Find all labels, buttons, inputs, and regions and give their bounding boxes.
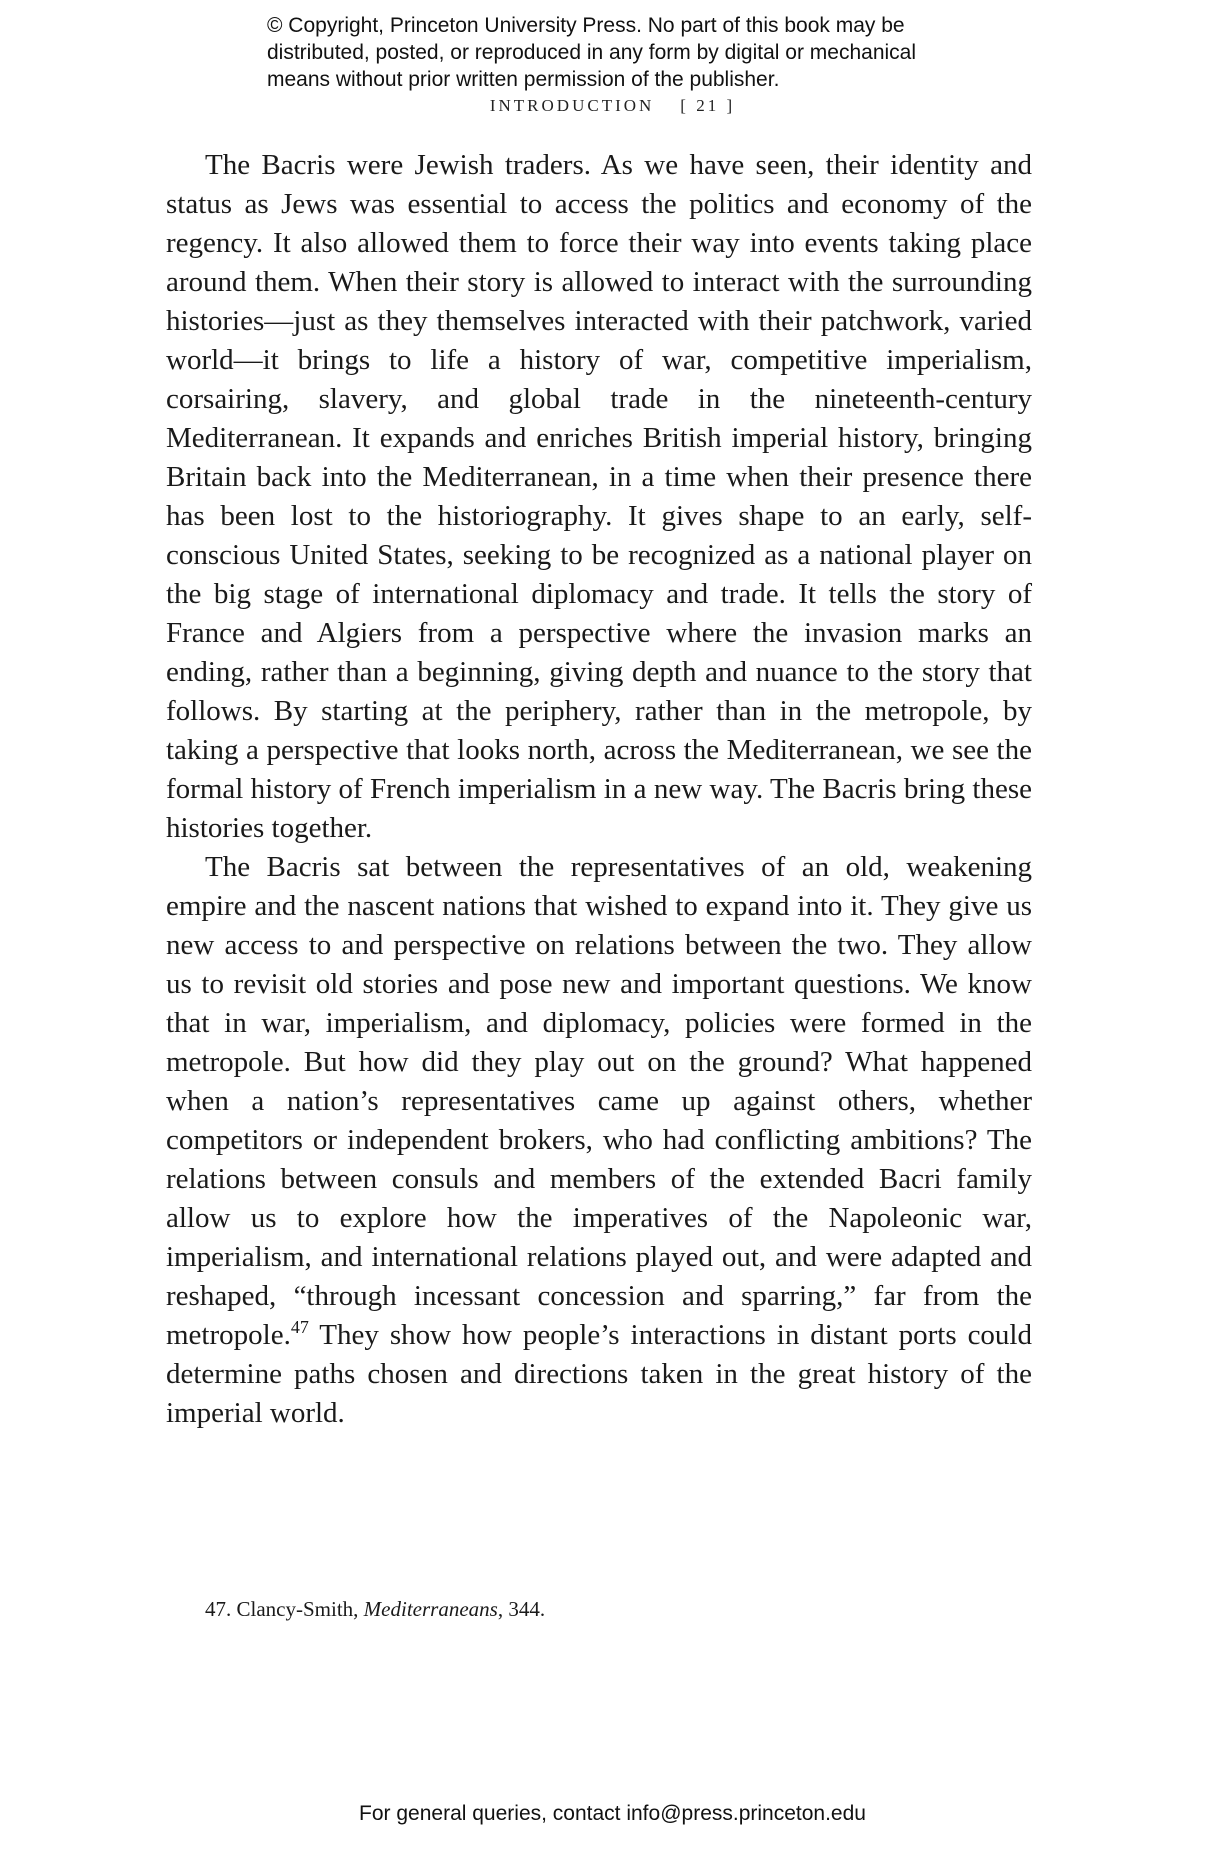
copyright-line-2: distributed, posted, or reproduced in any form by digital or mechanical: [267, 41, 917, 64]
footer-contact: For general queries, contact info@press.princeton.edu: [359, 1802, 866, 1825]
copyright-notice: [267, 12, 987, 93]
footnote: [205, 1595, 1025, 1623]
footnote-page: , 344.: [497, 1597, 546, 1621]
paragraph-1: The Bacris were Jewish traders. As we have seen, their identity and status as Jews was essential to access the politics and economy of the regency. It also allowed them to force their way into events taking place around them. When their story is allowed to interact with the surrounding histories—just as they themselves interacted with their patchwork, varied world—it brings to life a history of war, competitive imperialism, corsairing, slavery, and global trade in the nineteenth-century Mediterranean. It expands and enriches British imperial history, bringing Britain back into the Mediterranean, in a time when their presence there has been lost to the historiography. It gives shape to an early, self-conscious United States, seeking to be recognized as a national player on the big stage of international diplomacy and trade. It tells the story of France and Algiers from a perspective where the invasion marks an ending, rather than a beginning, giving depth and nuance to the story that follows. By starting at the periphery, rather than in the metropole, by taking a perspective that looks north, across the Mediterranean, we see the formal history of French imperialism in a new way. The Bacris bring these histories together.: [166, 149, 1032, 844]
footnote-number: 47.: [205, 1597, 237, 1621]
body-text: [166, 146, 1032, 1433]
running-head: [0, 96, 1225, 116]
footnote-reference: 47: [290, 1317, 309, 1337]
copyright-line-1: © Copyright, Princeton University Press. No part of this book may be: [267, 14, 905, 37]
paragraph-2-text-end: They show how people’s interactions in distant ports could determine paths chosen and directions taken in the great history of the imperial world.: [166, 1319, 1032, 1429]
footnote-author: Clancy-Smith,: [236, 1597, 364, 1621]
running-head-section: INTRODUCTION: [489, 96, 655, 115]
copyright-line-3: means without prior written permission of the publisher.: [267, 68, 780, 91]
page-number: [ 21 ]: [680, 96, 736, 115]
paragraph-2-text: The Bacris sat between the representatives of an old, weakening empire and the nascent nations that wished to expand into it. They give us new access to and perspective on relations between the two. They allow us to revisit old stories and pose new and important questions. We know that in war, imperialism, and diplomacy, policies were formed in the metropole. But how did they play out on the ground? What happened when a nation’s representatives came up against others, whether competitors or independent brokers, who had conflicting ambitions? The relations between consuls and members of the extended Bacri family allow us to explore how the imperatives of the Napoleonic war, imperialism, and international relations played out, and were adapted and reshaped, “through incessant concession and sparring,” far from the metropole.: [166, 851, 1032, 1351]
footnote-title: Mediterraneans: [363, 1597, 498, 1621]
paragraph-2: [166, 848, 1032, 1433]
